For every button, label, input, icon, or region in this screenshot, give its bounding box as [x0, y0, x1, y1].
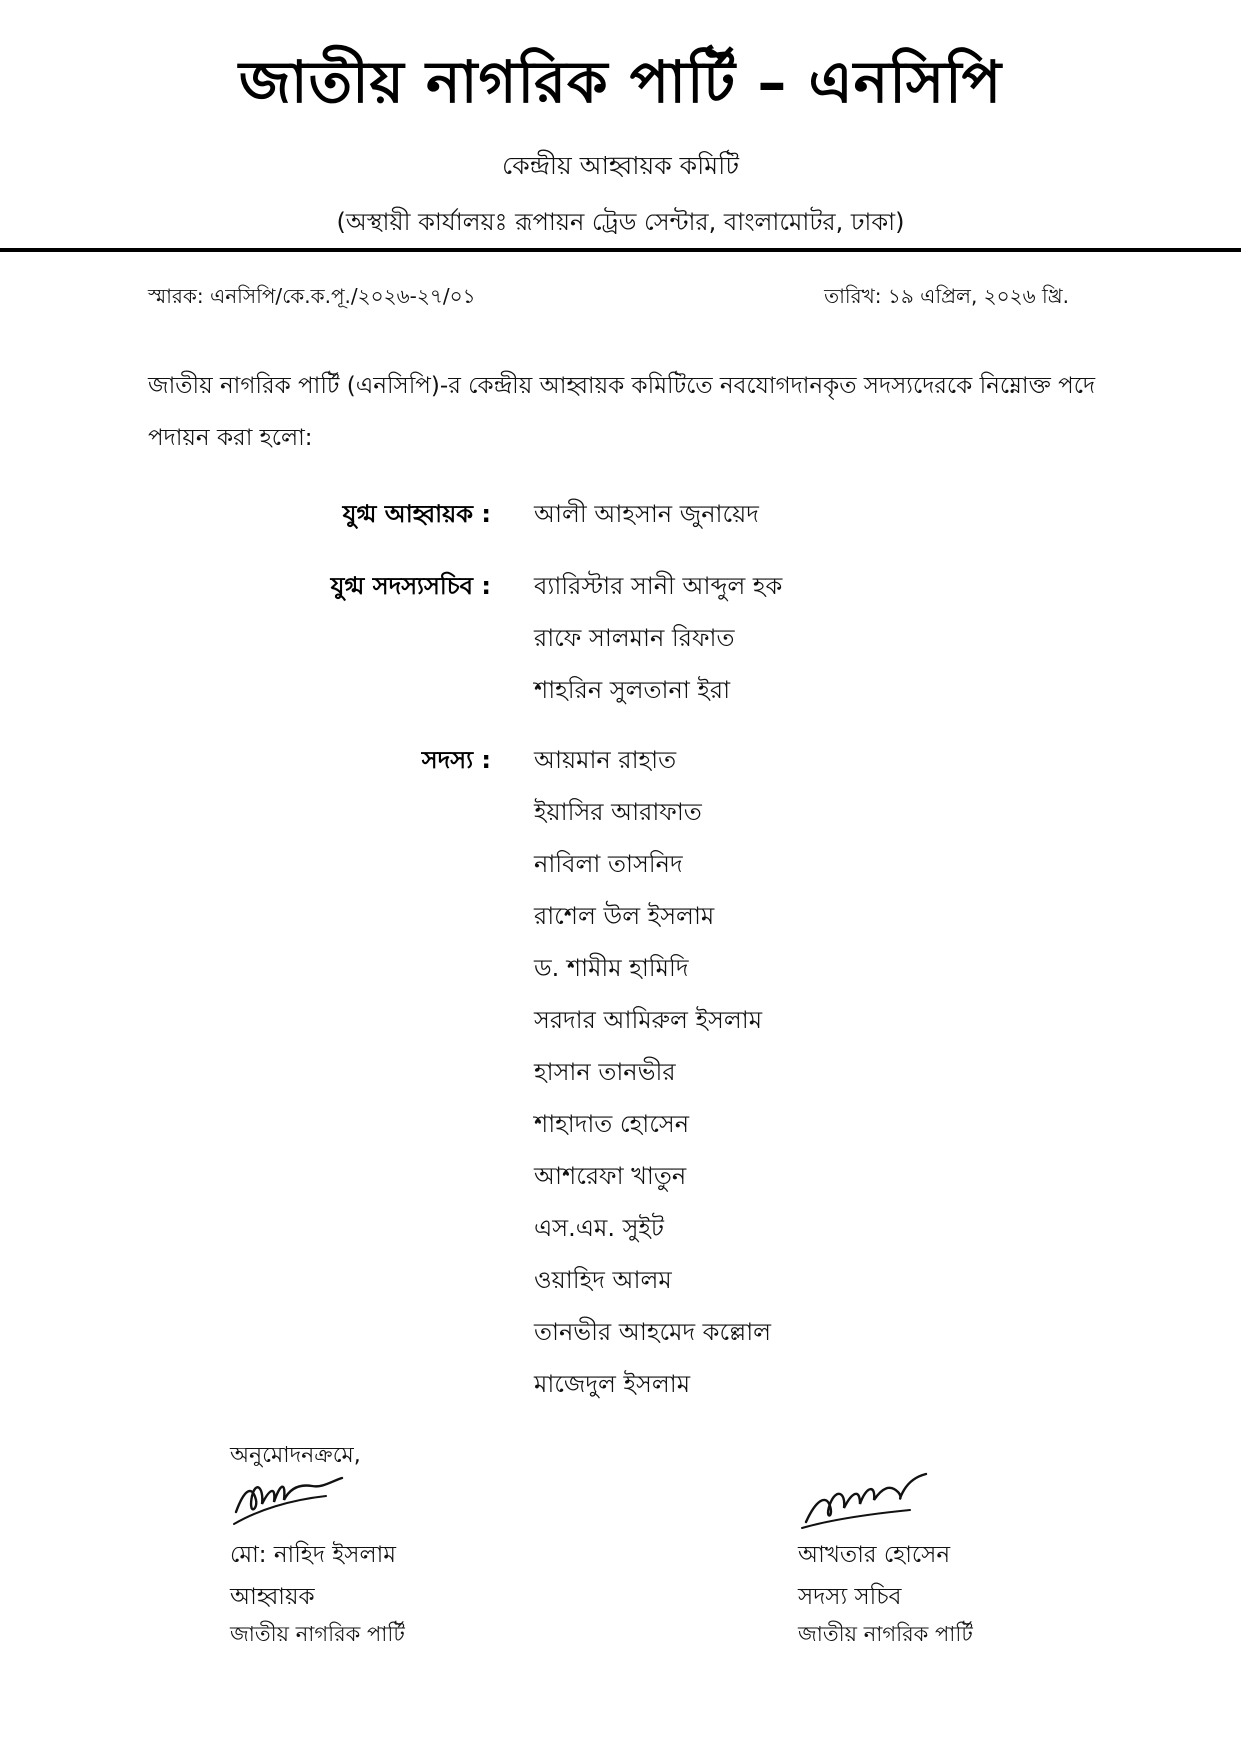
signatory-right-name: আখতার হোসেন	[798, 1542, 951, 1568]
approval-note: অনুমোদনক্রমে,	[230, 1443, 361, 1468]
signature-mark-right	[800, 1470, 930, 1532]
joint-member-secretary-name: ব্যারিস্টার সানী আব্দুল হক	[534, 572, 783, 600]
intro-paragraph: জাতীয় নাগরিক পার্টি (এনসিপি)-র কেন্দ্রীয় আহ্বায়ক কমিটিতে নবযোগদানকৃত সদস্যদেরকে নিম্নোক্ত পদে পদায়ন করা হলো:	[148, 373, 1096, 451]
signatory-right-role: সদস্য সচিব	[798, 1584, 902, 1610]
memo-date: তারিখ: ১৯ এপ্রিল, ২০২৬ খ্রি.	[824, 284, 1069, 308]
office-address: (অস্থায়ী কার্যালয়ঃ রূপায়ন ট্রেড সেন্টার, বাংলামোটর, ঢাকা)	[336, 208, 905, 236]
signatory-left-org: জাতীয় নাগরিক পার্টি	[230, 1622, 405, 1646]
signatory-left	[230, 1470, 530, 1646]
member-name: হাসান তানভীর	[534, 1058, 676, 1086]
organization-title: জাতীয় নাগরিক পার্টি – এনসিপি	[238, 48, 1003, 116]
joint-convener-name: আলী আহসান জুনায়েদ	[534, 500, 759, 528]
committee-name: কেন্দ্রীয় আহ্বায়ক কমিটি	[502, 151, 739, 180]
member-name: সরদার আমিরুল ইসলাম	[534, 1006, 763, 1034]
member-name: তানভীর আহমেদ কল্লোল	[534, 1318, 772, 1346]
role-label-joint-convener: যুগ্ম আহ্বায়ক :	[342, 500, 491, 528]
member-name: ইয়াসির আরাফাত	[534, 798, 702, 826]
member-name: ওয়াহিদ আলম	[534, 1266, 672, 1294]
member-name: রাশেল উল ইসলাম	[534, 902, 715, 930]
member-name: নাবিলা তাসনিদ	[534, 850, 683, 878]
signatory-left-role: আহ্বায়ক	[230, 1584, 315, 1610]
member-name: শাহাদাত হোসেন	[534, 1110, 690, 1138]
joint-member-secretary-name: শাহরিন সুলতানা ইরা	[534, 676, 731, 704]
signatory-right	[798, 1470, 1098, 1646]
member-name: মাজেদুল ইসলাম	[534, 1370, 691, 1398]
member-name: এস.এম. সুইট	[534, 1214, 664, 1242]
signature-mark-left	[230, 1470, 350, 1532]
header-divider	[0, 248, 1241, 252]
role-label-member: সদস্য :	[421, 746, 491, 774]
joint-member-secretary-name: রাফে সালমান রিফাত	[534, 624, 735, 652]
member-name: ড. শামীম হামিদি	[534, 954, 689, 982]
member-name: আয়মান রাহাত	[534, 746, 677, 774]
signatory-right-org: জাতীয় নাগরিক পার্টি	[798, 1622, 973, 1646]
member-name: আশরেফা খাতুন	[534, 1162, 687, 1190]
memo-reference: স্মারক: এনসিপি/কে.ক.পূ./২০২৬-২৭/০১	[148, 284, 476, 308]
signatory-left-name: মো: নাহিদ ইসলাম	[230, 1542, 397, 1568]
role-label-joint-member-secretary: যুগ্ম সদস্যসচিব :	[330, 572, 491, 600]
